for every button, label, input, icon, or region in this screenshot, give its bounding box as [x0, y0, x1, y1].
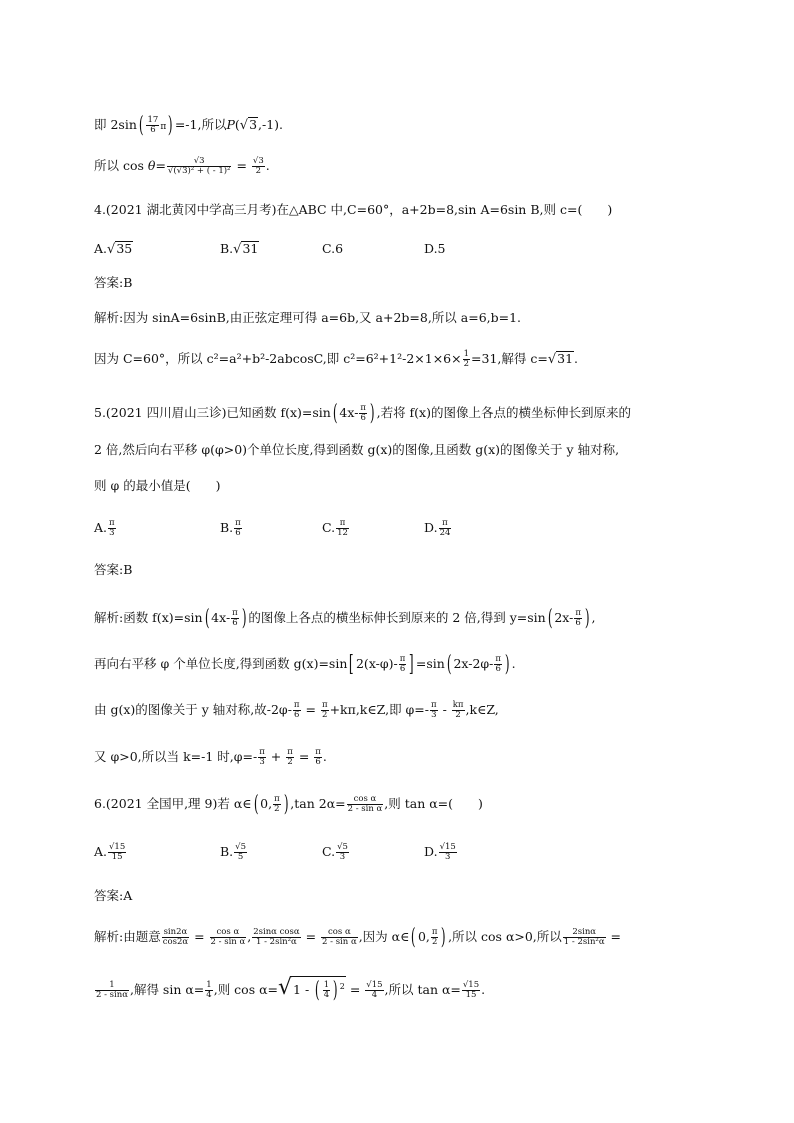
text: 即 2sin	[94, 117, 137, 132]
text: 所以 cos	[94, 158, 144, 173]
q4-option-a: A.√35	[94, 241, 133, 257]
solution-line-2	[94, 157, 270, 176]
question-5-line-1: 5.(2021 四川眉山三诊)已知函数 f(x)=sin( 4x- $\frac{\pi}{6}$ ) ,若将 f(x)的图像上各点的横坐标伸长到原来的	[94, 400, 631, 426]
fraction-17-6: $\frac{17}{6}$	[147, 115, 159, 135]
q4-analysis-1: 解析:因为 sinA=6sinB,由正弦定理可得 a=6b,又 a+2b=8,所以 a=6,b=1.	[94, 310, 522, 325]
fraction-half: $\frac{1}{2}$	[463, 349, 470, 369]
point-label: P	[226, 117, 235, 132]
text: .	[265, 158, 270, 173]
q4-option-d: D.5	[424, 241, 446, 256]
question-6: 6.(2021 全国甲,理 9)若 α∈( 0, $\frac{\pi}{2}$ ) ,tan 2α= $\frac{\text{cos α}}{\text{2 - sin α}}$ ,则 tan α=( )	[94, 791, 483, 817]
q5-analysis-1: 解析:函数 f(x)=sin( 4x- $\frac{\pi}{6}$ ) 的图像上各点的横坐标伸长到原来的 2 倍,得到 y=sin( 2x- $\frac{\pi}{6}$ ) ,	[94, 605, 596, 631]
q5-analysis-3: 由 g(x)的图像关于 y 轴对称,故-2φ- $\frac{\pi}{6}$ = $\frac{\pi}{2}$ +kπ,k∈Z,即 φ=- $\frac{\pi}{3}$ - $\frac{k\pi}{2}$ ,k∈Z,	[94, 700, 499, 720]
equals: =	[155, 158, 166, 173]
q6-option-a: A. $\frac{√15}{15}$	[94, 842, 126, 862]
q6-answer: 答案:A	[94, 888, 133, 903]
cos-fraction-1: $\frac{√3}{\text{√(√3)² + ( - 1)²}}$	[167, 156, 231, 176]
q6-option-b: B. $\frac{√5}{5}$	[220, 842, 246, 862]
q5-option-c: C. $\frac{\pi}{12}$	[322, 518, 348, 538]
q6-analysis-1: 解析:由题意 $\frac{\sin 2\alpha}{\cos 2\alpha}$ = $\frac{\text{cos α}}{\text{2 - sin α}}$ , $\frac{\text{2sinα cosα}}{\text{1 - 2sin²α}}$ = $\frac{\text{cos α}}{\text{2 - sin α}}$ ,因为 α∈( 0, $\frac{\pi}{2}$ ) ,所以 cos α>0,所以 $\frac{2\sin\alpha}{\text{1 - 2sin²α}}$ =	[94, 924, 622, 950]
pi-symbol: π	[160, 122, 167, 132]
text: ,-1).	[258, 117, 284, 132]
q4-option-c: C.6	[322, 241, 344, 256]
q5-option-b: B. $\frac{\pi}{6}$	[220, 518, 241, 538]
q5-answer: 答案:B	[94, 562, 133, 577]
q4-option-b: B.√31	[220, 241, 259, 257]
cos-fraction-2: $\frac{√3}{2}$	[252, 156, 264, 176]
q4-analysis-2: 因为 C=60°，所以 c²=a²+b²-2abcosC,即 c²=6²+1²-2×1×6× $\frac{1}{2}$ =31,解得 c=√31.	[94, 349, 579, 369]
question-4: 4.(2021 湖北黄冈中学高三月考)在△ABC 中,C=60°，a+2b=8,sin A=6sin B,则 c=( )	[94, 202, 613, 217]
solution-line-1: 即 2sin( $\frac{17}{6}$ π) =-1,所以P(√3,-1).	[94, 112, 284, 138]
question-5-line-2: 2 倍,然后向右平移 φ(φ>0)个单位长度,得到函数 g(x)的图像,且函数 g(x)的图像关于 y 轴对称,	[94, 442, 620, 457]
q6-option-d: D. $\frac{√15}{3}$	[424, 842, 456, 862]
q4-answer: 答案:B	[94, 275, 133, 290]
q5-analysis-2: 再向右平移 φ 个单位长度,得到函数 g(x)=sin[ 2(x-φ)- $\frac{\pi}{6}$ ] =sin( 2x-2φ- $\frac{\pi}{6}$ ) .	[94, 651, 516, 677]
question-5-line-3: 则 φ 的最小值是( )	[94, 478, 221, 493]
text: =-1,所以	[174, 117, 227, 132]
text: (	[234, 117, 240, 132]
sqrt-value: 3	[249, 117, 258, 132]
q5-option-a: A. $\frac{\pi}{3}$	[94, 518, 115, 538]
q6-option-c: C. $\frac{√5}{3}$	[322, 842, 348, 862]
theta-symbol: θ	[147, 158, 156, 173]
q6-analysis-2: $\frac{1}{2 - \sin\alpha}$ ,解得 sin α= $\frac{1}{4}$ ,则 cos α=√1 - ( $\frac{1}{4}$ ) $^2$ = $\frac{√15}{4}$ ,所以 tan α= $\frac{√15}{15}$ .	[96, 975, 486, 1003]
q5-option-d: D. $\frac{\pi}{24}$	[424, 518, 451, 538]
q5-analysis-4: 又 φ>0,所以当 k=-1 时,φ=- $\frac{\pi}{3}$ + $\frac{\pi}{2}$ = $\frac{\pi}{6}$ .	[94, 747, 327, 767]
equals: =	[236, 158, 247, 173]
